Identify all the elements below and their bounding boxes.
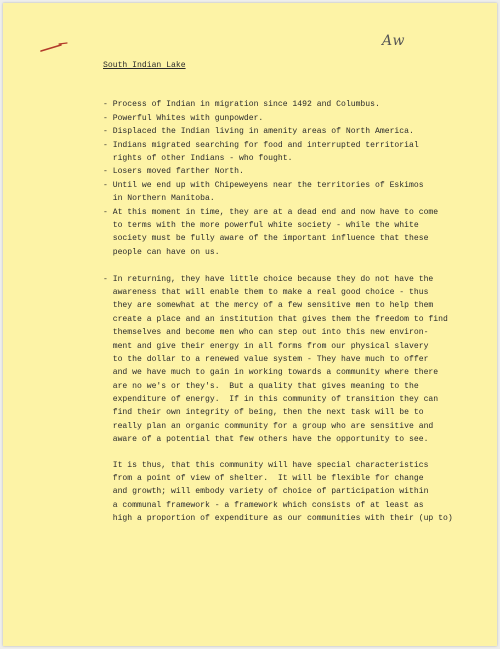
text-line: - In returning, they have little choice because they do not have the [103,274,434,284]
text-line: - Indians migrated searching for food and interrupted territorial [103,140,419,150]
text-line: - Losers moved farther North. [103,167,244,177]
text-line: themselves and become men who can step out into this new environ- [103,328,429,338]
text-line: It is thus, that this community will have special characteristics [103,460,429,470]
text-line: expenditure of energy. If in this community of transition they can [103,395,439,405]
text-line: - Displaced the Indian living in amenity areas of North America. [103,127,414,137]
text-line: rights of other Indians - who fought. [103,153,293,163]
red-pen-mark [39,41,71,60]
handwritten-note: Aw [382,33,406,49]
text-line: are no we's or they's. But a quality that gives meaning to the [103,381,419,391]
text-line: create a place and an institution that gives them the freedom to find [103,314,448,324]
document-body [103,59,453,526]
text-line: ment and give their energy in all forms from our physical slavery [103,341,429,351]
document-title: South Indian Lake [103,61,186,70]
text-line: people can have on us. [103,247,220,257]
text-line: in Northern Manitoba. [103,194,215,204]
paragraph-3 [103,459,453,526]
text-line: - At this moment in time, they are at a dead end and now have to come [103,207,439,217]
text-line: to the dollar to a renewed value system - They have much to offer [103,354,429,364]
text-line: and growth; will embody variety of choice of participation within [103,487,429,497]
text-line: a communal framework - a framework which consists of at least as [103,500,424,510]
text-line: aware of a potential that few others have the opportunity to see. [103,435,429,445]
text-line: really plan an organic community for a group who are sensitive and [103,421,434,431]
text-line: and we have much to gain in working towards a community where there [103,368,439,378]
text-line: awareness that will enable them to make a real good choice - thus [103,287,429,297]
document-page [3,3,497,646]
text-line: from a point of view of shelter. It will be flexible for change [103,474,424,484]
text-line: to terms with the more powerful white society - while the white [103,220,419,230]
text-line: society must be fully aware of the important influence that these [103,234,429,244]
text-line: high a proportion of expenditure as our communities with their (up to) [103,514,453,524]
text-line: - Process of Indian in migration since 1492 and Columbus. [103,100,380,110]
text-line: - Until we end up with Chipeweyens near the territories of Eskimos [103,180,424,190]
text-line: - Powerful Whites with gunpowder. [103,113,264,123]
paragraph-2 [103,273,453,447]
text-line: they are somewhat at the mercy of a few sensitive men to help them [103,301,434,311]
paragraph-1 [103,98,453,259]
text-line: find their own integrity of being, then the next task will be to [103,408,424,418]
